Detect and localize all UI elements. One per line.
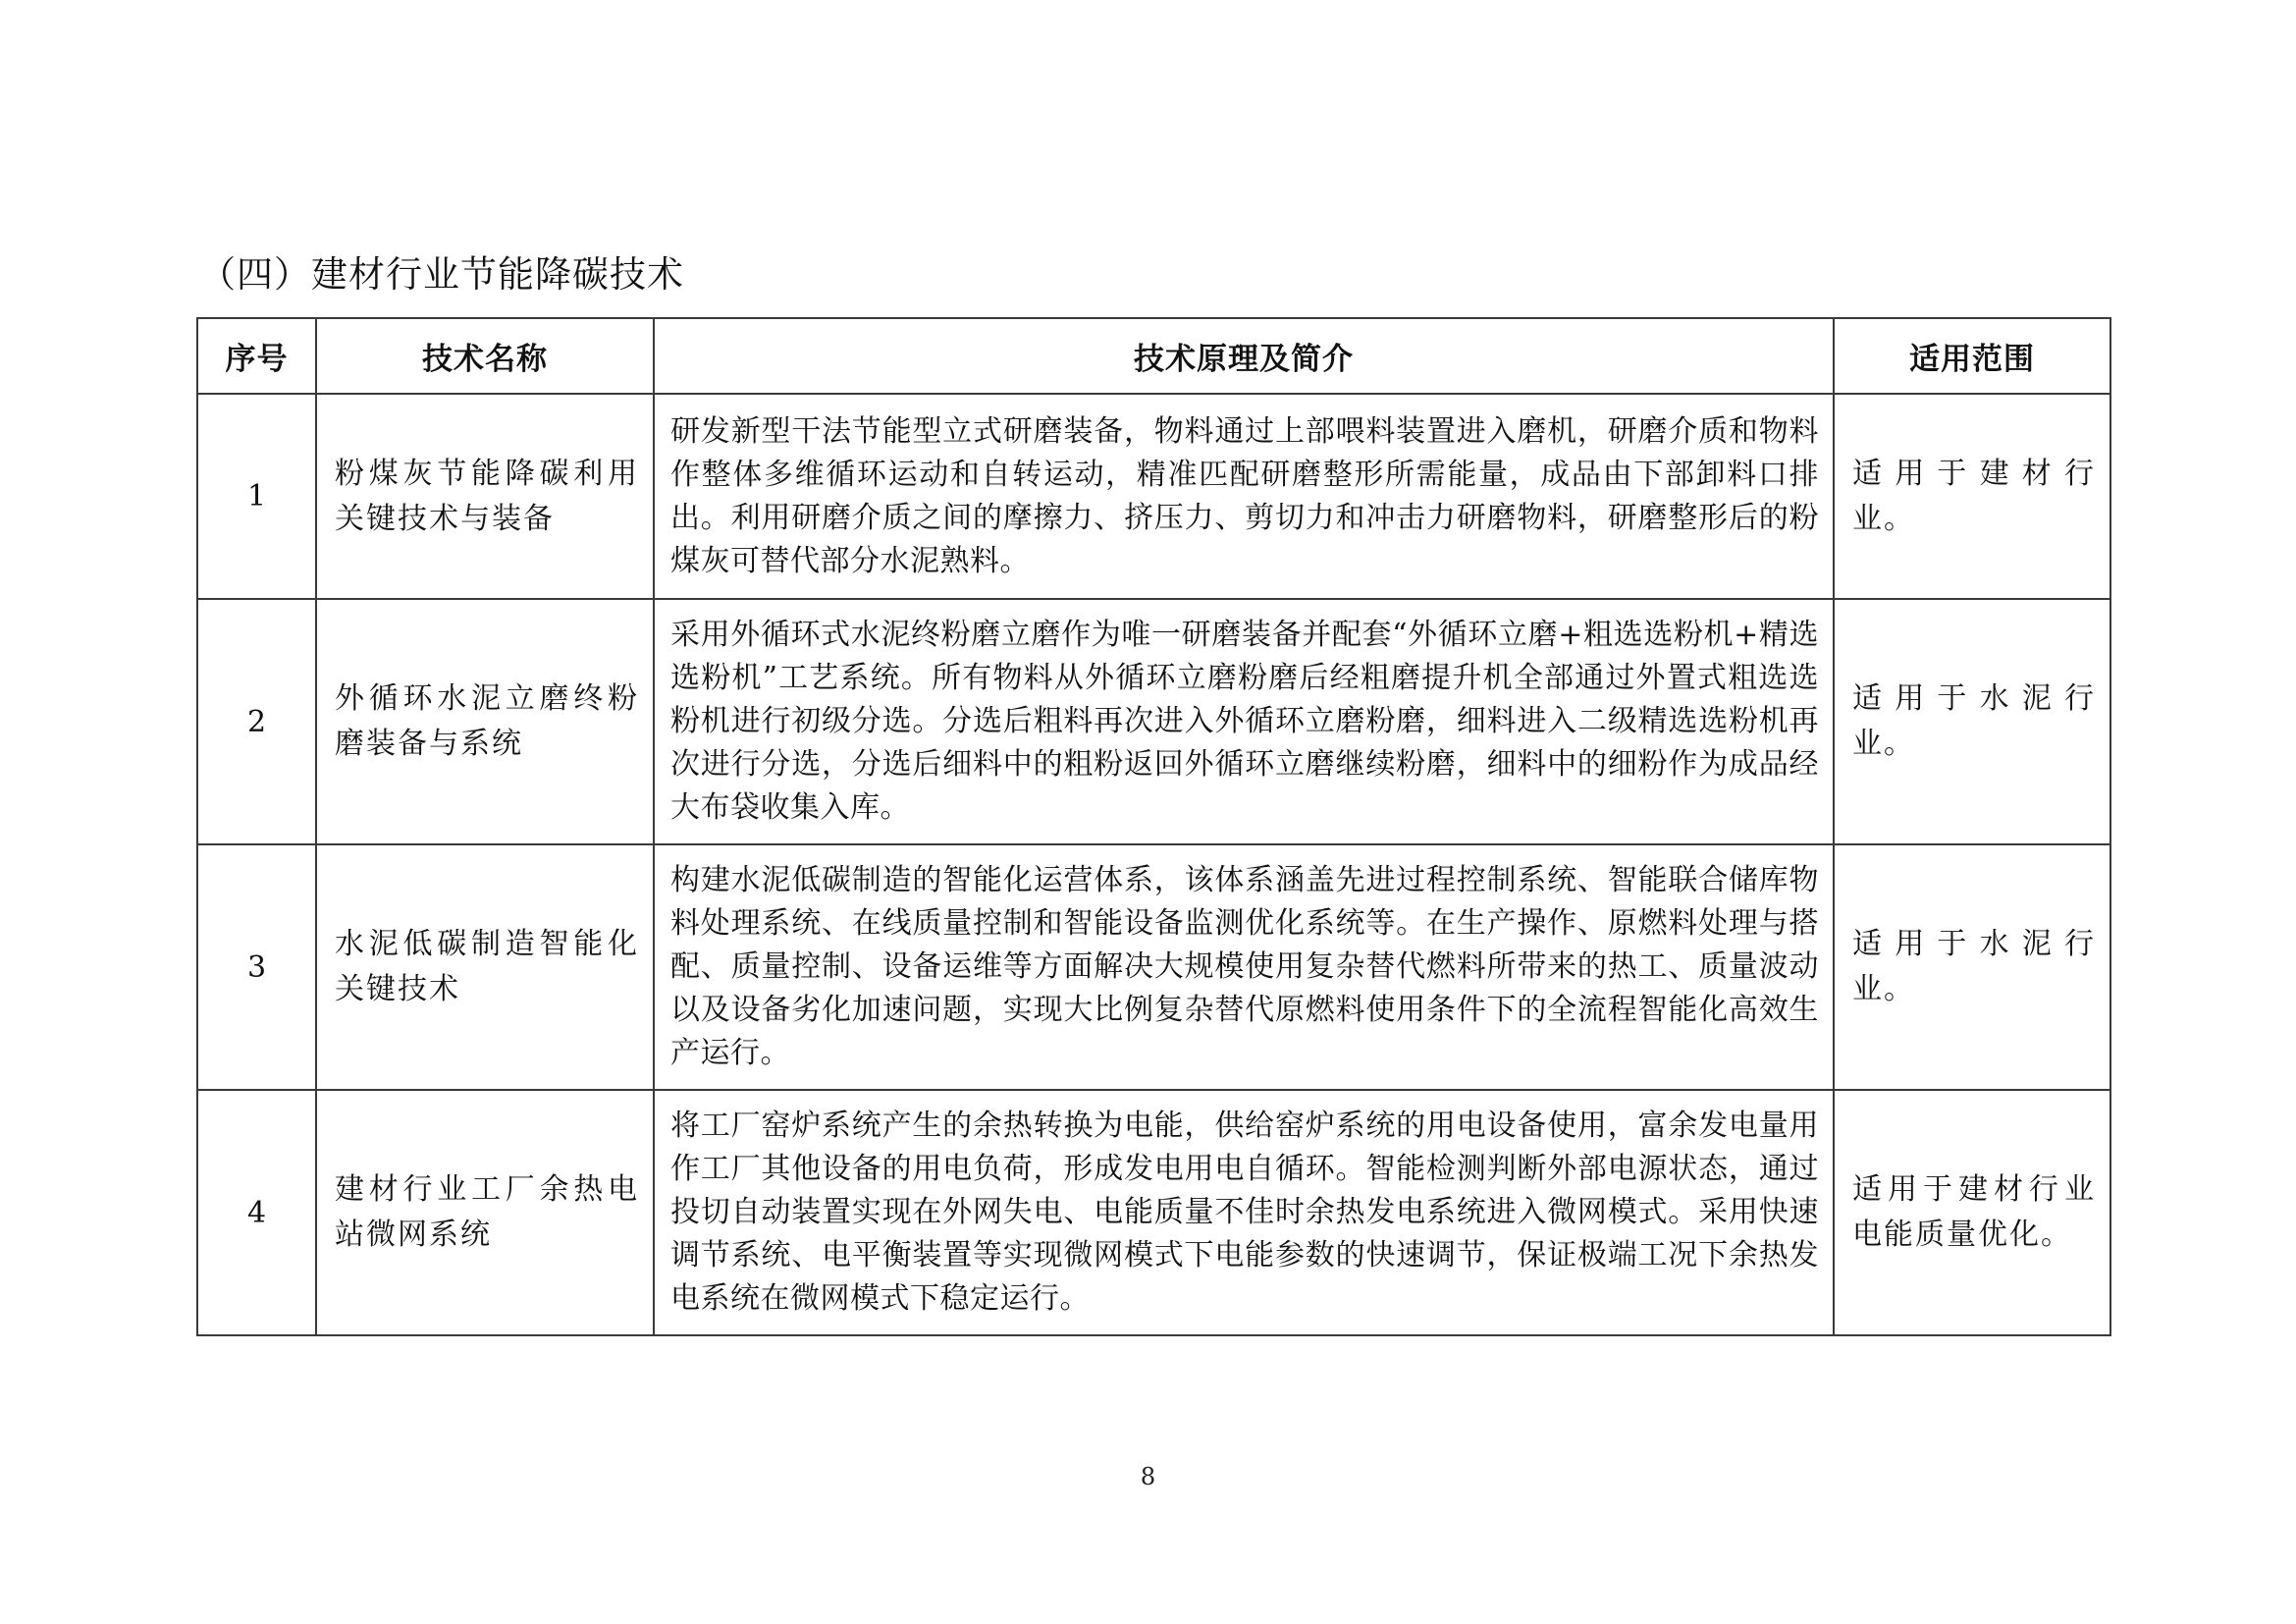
page-number: 8 [1140,1463,1156,1490]
row-technology-name: 粉煤灰节能降碳利用关键技术与装备 [316,394,654,599]
table-row [197,599,2110,844]
row-applicable-scope: 适用于建材行业。 [1834,394,2110,599]
table-row [197,394,2110,599]
row-principle-description: 研发新型干法节能型立式研磨装备，物料通过上部喂料装置进入磨机，研磨介质和物料作整体多维循环运动和自转运动，精准匹配研磨整形所需能量，成品由下部卸料口排出。利用研磨介质之间的摩擦力、挤压力、剪切力和冲击力研磨物料，研磨整形后的粉煤灰可替代部分水泥熟料。 [654,394,1834,599]
row-applicable-scope: 适用于建材行业电能质量优化。 [1834,1090,2110,1335]
row-principle-description: 采用外循环式水泥终粉磨立磨作为唯一研磨装备并配套“外循环立磨+粗选选粉机+精选选粉机”工艺系统。所有物料从外循环立磨粉磨后经粗磨提升机全部通过外置式粗选选粉机进行初级分选。分选后粗料再次进入外循环立磨粉磨，细料进入二级精选选粉机再次进行分选，分选后细料中的粗粉返回外循环立磨继续粉磨，细料中的细粉作为成品经大布袋收集入库。 [654,599,1834,844]
technology-table [196,317,2111,1336]
table-row [197,1090,2110,1335]
row-technology-name: 建材行业工厂余热电站微网系统 [316,1090,654,1335]
header-applicable-scope: 适用范围 [1834,318,2110,394]
row-serial-number: 4 [197,1090,316,1335]
row-serial-number: 2 [197,599,316,844]
row-serial-number: 1 [197,394,316,599]
row-serial-number: 3 [197,844,316,1090]
row-technology-name: 水泥低碳制造智能化关键技术 [316,844,654,1090]
table-row [197,844,2110,1090]
header-principle-description: 技术原理及简介 [654,318,1834,394]
row-principle-description: 将工厂窑炉系统产生的余热转换为电能，供给窑炉系统的用电设备使用，富余发电量用作工厂其他设备的用电负荷，形成发电用电自循环。智能检测判断外部电源状态，通过投切自动装置实现在外网失电、电能质量不佳时余热发电系统进入微网模式。采用快速调节系统、电平衡装置等实现微网模式下电能参数的快速调节，保证极端工况下余热发电系统在微网模式下稳定运行。 [654,1090,1834,1335]
header-serial-number: 序号 [197,318,316,394]
table-header-row [197,318,2110,394]
row-principle-description: 构建水泥低碳制造的智能化运营体系，该体系涵盖先进过程控制系统、智能联合储库物料处理系统、在线质量控制和智能设备监测优化系统等。在生产操作、原燃料处理与搭配、质量控制、设备运维等方面解决大规模使用复杂替代燃料所带来的热工、质量波动以及设备劣化加速问题，实现大比例复杂替代原燃料使用条件下的全流程智能化高效生产运行。 [654,844,1834,1090]
header-technology-name: 技术名称 [316,318,654,394]
row-applicable-scope: 适用于水泥行业。 [1834,599,2110,844]
row-technology-name: 外循环水泥立磨终粉磨装备与系统 [316,599,654,844]
section-title: （四）建材行业节能降碳技术 [199,253,684,296]
row-applicable-scope: 适用于水泥行业。 [1834,844,2110,1090]
